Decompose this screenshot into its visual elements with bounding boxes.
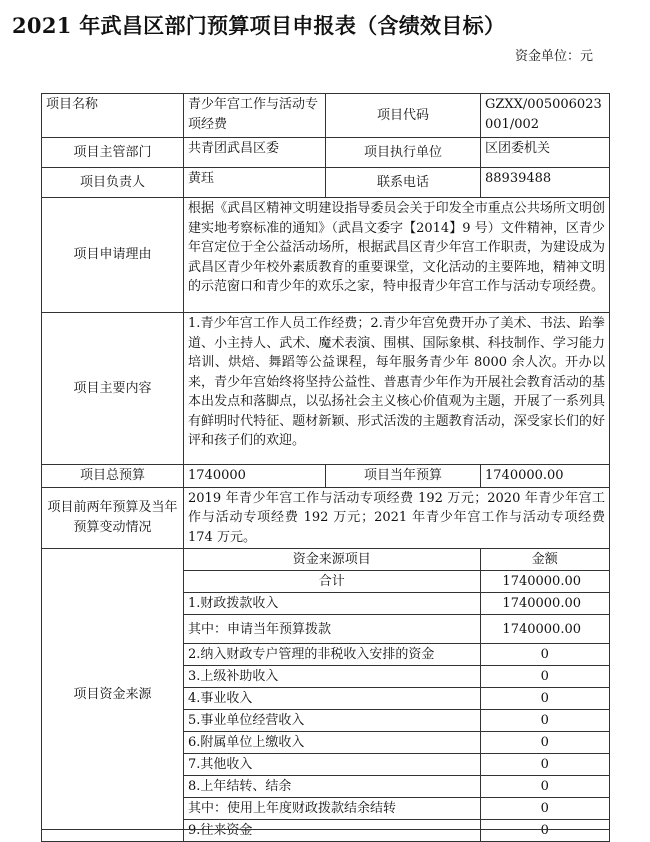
project-code-label: 项目代码 <box>326 94 481 138</box>
project-name-label: 项目名称 <box>42 94 184 138</box>
year-budget-label: 项目当年预算 <box>326 465 481 488</box>
funds-row-name: 8.上年结转、结余 <box>184 776 480 798</box>
content-value: 1.青少年宫工作人员工作经费；2.青少年宫免费开办了美术、书法、跆拳道、小主持人、武术、魔术表演、围棋、国际象棋、科技制作、学习能力培训、烘焙、舞蹈等公益课程，每年服务青少年 8000 余人次。开办以来，青少年宫始终将坚持公益性、普惠青少年作为开展社会教育活动的基本出发点和落脚点，以弘扬社会主义核心价值观为主题，开展了一系列具有鲜明时代特征、题材新颖、形式活泼的主题教育活动，深受家长们的好评和孩子们的欢迎。 <box>184 313 610 465</box>
funds-row-amount: 0 <box>480 754 609 776</box>
funds-row <box>184 710 609 732</box>
funds-row <box>184 776 609 798</box>
total-budget-label: 项目总预算 <box>42 465 184 488</box>
funds-row-amount: 0 <box>480 666 609 688</box>
leader-label: 项目负责人 <box>42 168 184 198</box>
year-budget-value: 1740000.00 <box>481 465 610 488</box>
row-leader <box>42 168 610 198</box>
funds-row-amount: 0 <box>480 710 609 732</box>
row-project-name <box>42 94 610 138</box>
funds-row-name: 2.纳入财政专户管理的非税收入安排的资金 <box>184 644 480 666</box>
row-reason <box>42 198 610 313</box>
funds-row <box>184 666 609 688</box>
project-form-table <box>41 93 610 842</box>
funds-header-amount: 金额 <box>480 549 609 571</box>
funds-header-row <box>184 549 609 571</box>
funds-row-name: 4.事业收入 <box>184 688 480 710</box>
funds-row <box>184 571 609 593</box>
funds-header-item: 资金来源项目 <box>184 549 480 571</box>
project-name-value: 青少年宫工作与活动专项经费 <box>184 94 326 138</box>
funds-row <box>184 798 609 820</box>
row-department <box>42 138 610 168</box>
history-label: 项目前两年预算及当年预算变动情况 <box>42 487 184 549</box>
leader-value: 黄珏 <box>184 168 326 198</box>
funds-row-amount: 1740000.00 <box>480 571 609 593</box>
funds-row-name: 1.财政拨款收入 <box>184 593 480 615</box>
funds-row-amount: 1740000.00 <box>480 593 609 615</box>
funds-row-amount: 0 <box>480 688 609 710</box>
funds-row-name: 7.其他收入 <box>184 754 480 776</box>
funds-row-amount: 0 <box>480 644 609 666</box>
funds-row <box>184 732 609 754</box>
funds-row-amount: 0 <box>480 798 609 820</box>
funds-table <box>184 549 609 841</box>
phone-value: 88939488 <box>481 168 610 198</box>
funds-row-name: 3.上级补助收入 <box>184 666 480 688</box>
funds-row <box>184 754 609 776</box>
history-value: 2019 年青少年宫工作与活动专项经费 192 万元；2020 年青少年宫工作与活动专项经费 192 万元；2021 年青少年宫工作与活动专项经费 174 万元。 <box>184 487 610 549</box>
funds-row <box>184 820 609 842</box>
exec-unit-label: 项目执行单位 <box>326 138 481 168</box>
funds-row-name: 9.往来资金 <box>184 820 480 842</box>
funds-label: 项目资金来源 <box>42 549 184 842</box>
funds-row-name: 其中：申请当年预算拨款 <box>184 615 480 644</box>
funds-row-amount: 0 <box>480 776 609 798</box>
reason-value: 根据《武昌区精神文明建设指导委员会关于印发全市重点公共场所文明创建实地考察标准的通知》（武昌文委字【2014】9 号）文件精神，区青少年宫定位于全公益活动场所，根据武昌区青少年宫工作职责，为建设成为武昌区青少年校外素质教育的重要课堂，文化活动的主要阵地，精神文明的示范窗口和青少年的欢乐之家，特申报青少年宫工作与活动专项经费。 <box>184 198 610 313</box>
funds-row <box>184 593 609 615</box>
row-budget <box>42 465 610 488</box>
reason-label: 项目申请理由 <box>42 198 184 313</box>
funds-cell <box>184 549 610 842</box>
row-content <box>42 313 610 465</box>
funds-row-amount: 1740000.00 <box>480 615 609 644</box>
funds-row-amount: 0 <box>480 732 609 754</box>
funds-row-name: 合计 <box>184 571 480 593</box>
exec-unit-value: 区团委机关 <box>481 138 610 168</box>
funds-row <box>184 644 609 666</box>
content-label: 项目主要内容 <box>42 313 184 465</box>
funds-row-name: 6.附属单位上缴收入 <box>184 732 480 754</box>
funds-row-amount: 0 <box>540 823 549 838</box>
currency-unit: 资金单位：元 <box>514 49 593 64</box>
phone-label: 联系电话 <box>326 168 481 198</box>
page-title: 2021 年武昌区部门预算项目申报表（含绩效目标） <box>12 13 506 38</box>
project-code-value: GZXX/005006023001/002 <box>481 94 610 138</box>
table-bottom-border <box>41 829 609 830</box>
row-funds <box>42 549 610 842</box>
funds-row-name: 其中：使用上年度财政拨款结余结转 <box>184 798 480 820</box>
funds-row <box>184 615 609 644</box>
funds-row <box>184 688 609 710</box>
row-history <box>42 487 610 549</box>
department-label: 项目主管部门 <box>42 138 184 168</box>
total-budget-value: 1740000 <box>184 465 326 488</box>
funds-row-name: 5.事业单位经营收入 <box>184 710 480 732</box>
department-value: 共青团武昌区委 <box>184 138 326 168</box>
